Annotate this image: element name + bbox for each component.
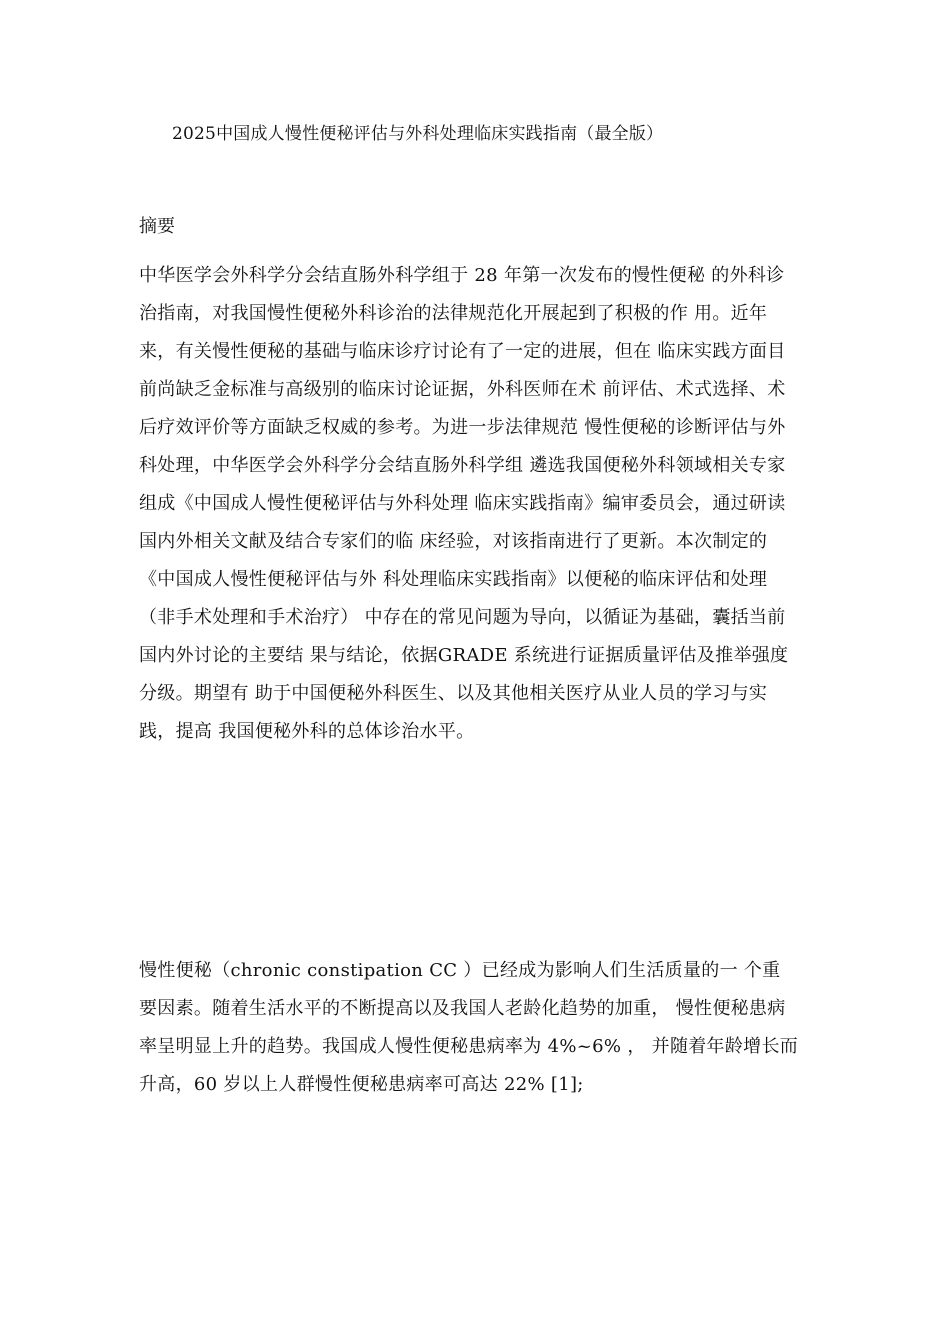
- body-paragraph: [139, 958, 839, 1110]
- paragraph-line: 后疗效评价等方面缺乏权威的参考。为进一步法律规范 慢性便秘的诊断评估与外: [139, 417, 786, 438]
- abstract-paragraph: [139, 263, 839, 757]
- document-title: 2025中国成人慢性便秘评估与外科处理临床实践指南（最全版）: [172, 124, 664, 144]
- paragraph-line: 《中国成人慢性便秘评估与外 科处理临床实践指南》以便秘的临床评估和处理: [139, 569, 768, 590]
- paragraph-line: 科处理，中华医学会外科学分会结直肠外科学组 遴选我国便秘外科领域相关专家: [139, 455, 786, 476]
- paragraph-line: 来，有关慢性便秘的基础与临床诊疗讨论有了一定的进展，但在 临床实践方面目: [139, 341, 786, 362]
- paragraph-line: 要因素。随着生活水平的不断提高以及我国人老龄化趋势的加重， 慢性便秘患病: [139, 998, 786, 1019]
- abstract-heading: 摘要: [139, 216, 175, 237]
- paragraph-line: 慢性便秘（chronic constipation CC ）已经成为影响人们生活质量的一 个重: [139, 960, 781, 981]
- paragraph-line: 治指南，对我国慢性便秘外科诊治的法律规范化开展起到了积极的作 用。近年: [139, 303, 768, 324]
- paragraph-line: 组成《中国成人慢性便秘评估与外科处理 临床实践指南》编审委员会，通过研读: [139, 493, 786, 514]
- paragraph-line: （非手术处理和手术治疗） 中存在的常见问题为导向，以循证为基础，囊括当前: [139, 607, 786, 628]
- paragraph-line: 前尚缺乏金标准与高级别的临床讨论证据，外科医师在术 前评估、术式选择、术: [139, 379, 786, 400]
- paragraph-line: 升高，60 岁以上人群慢性便秘患病率可高达 22% [1];: [139, 1074, 584, 1095]
- paragraph-line: 率呈明显上升的趋势。我国成人慢性便秘患病率为 4%~6% ， 并随着年龄增长而: [139, 1036, 799, 1057]
- paragraph-line: 国内外相关文献及结合专家们的临 床经验，对该指南进行了更新。本次制定的: [139, 531, 768, 552]
- paragraph-line: 国内外讨论的主要结 果与结论，依据GRADE 系统进行证据质量评估及推举强度: [139, 645, 789, 666]
- paragraph-line: 中华医学会外科学分会结直肠外科学组于 28 年第一次发布的慢性便秘 的外科诊: [139, 265, 785, 286]
- paragraph-line: 践，提高 我国便秘外科的总体诊治水平。: [139, 721, 475, 742]
- paragraph-line: 分级。期望有 助于中国便秘外科医生、以及其他相关医疗从业人员的学习与实: [139, 683, 768, 704]
